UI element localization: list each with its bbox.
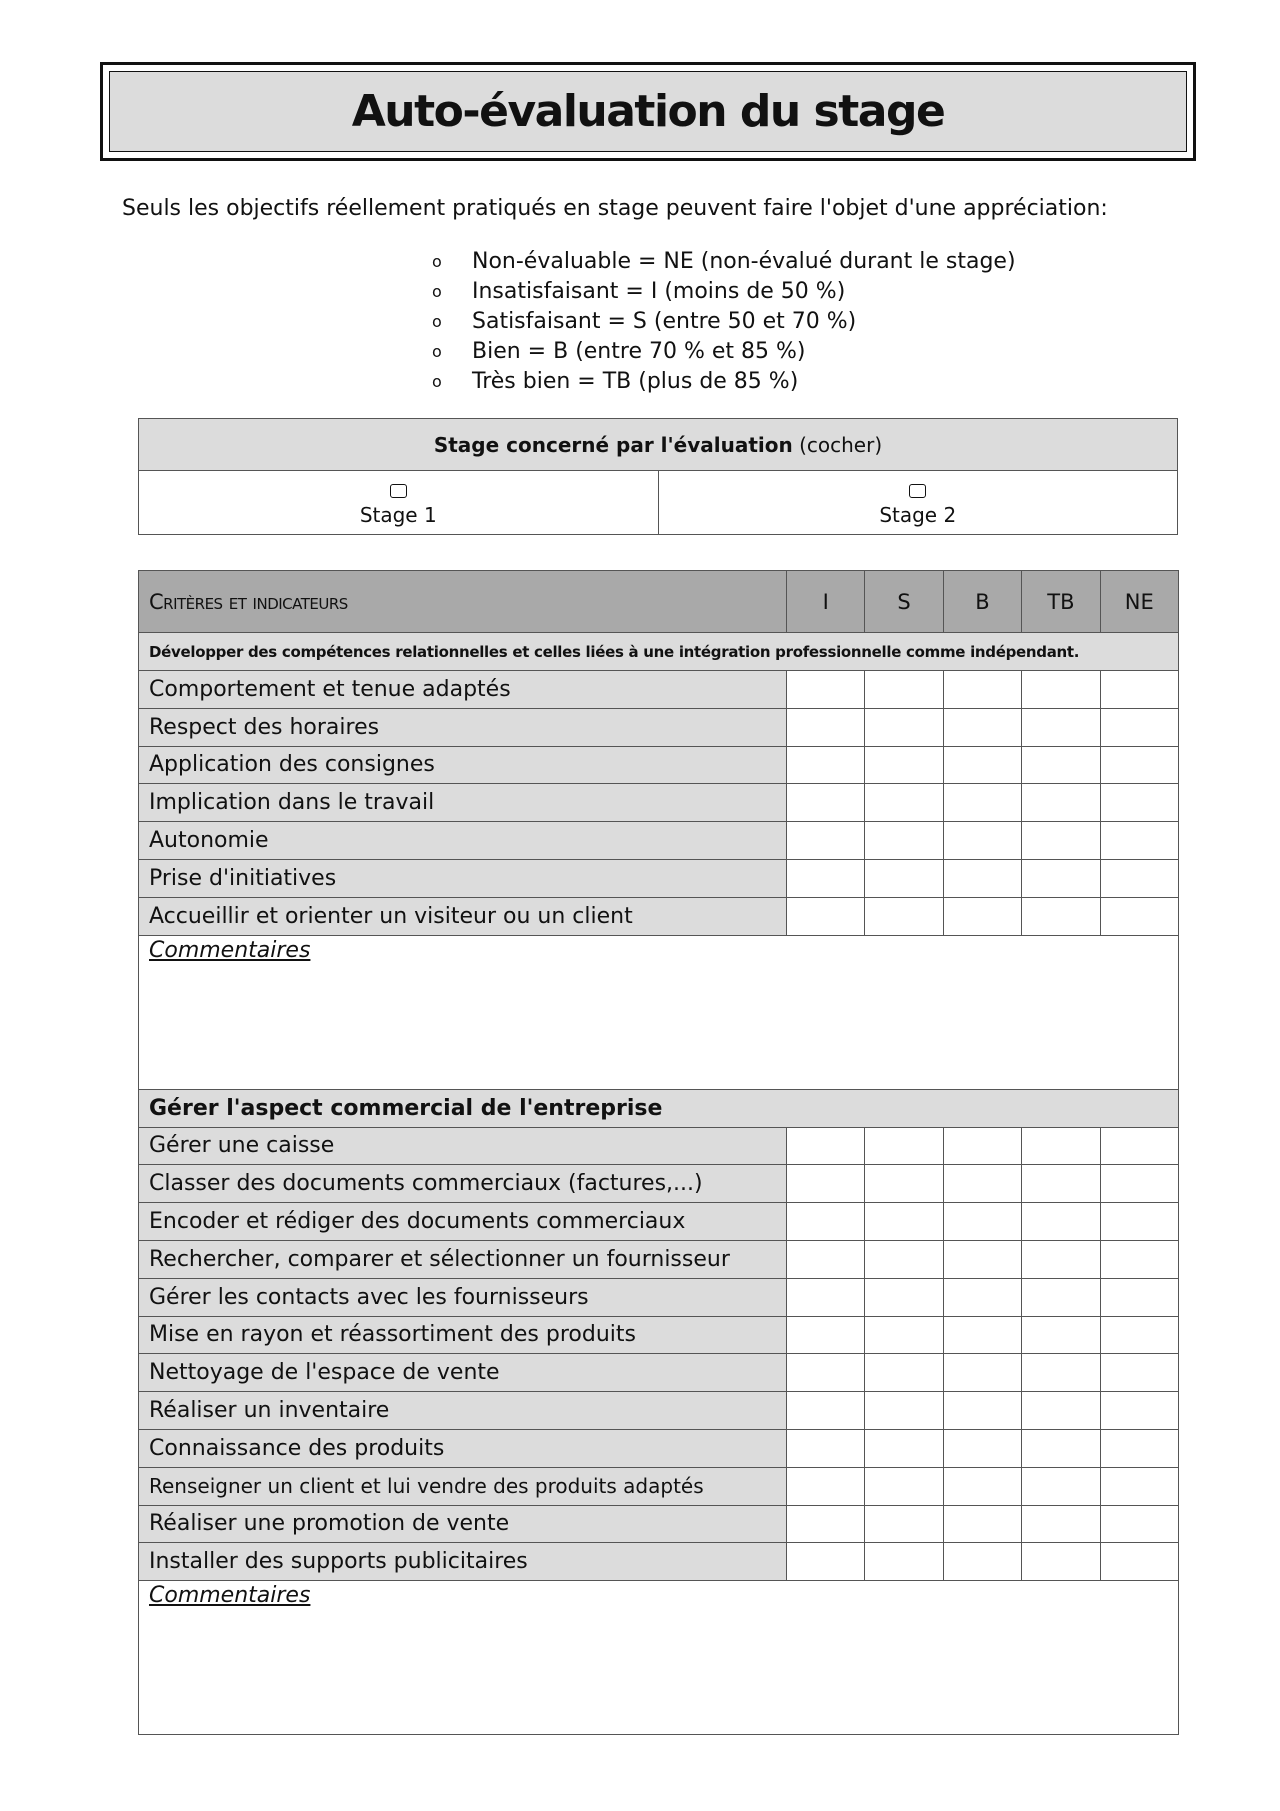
title-box (109, 71, 1187, 152)
rating-header-i: I (787, 571, 865, 633)
rating-cell-b[interactable] (943, 671, 1021, 709)
criteria-row (139, 1354, 1179, 1392)
rating-cell-i[interactable] (787, 1467, 865, 1505)
rating-cell-tb[interactable] (1022, 1354, 1100, 1392)
stage-2-option[interactable] (658, 471, 1178, 535)
rating-cell-i[interactable] (787, 897, 865, 935)
rating-cell-tb[interactable] (1022, 784, 1100, 822)
rating-cell-s[interactable] (865, 822, 943, 860)
rating-cell-i[interactable] (787, 671, 865, 709)
rating-cell-i[interactable] (787, 1240, 865, 1278)
legend-item (432, 336, 1016, 366)
rating-cell-b[interactable] (943, 1429, 1021, 1467)
rating-cell-s[interactable] (865, 1203, 943, 1241)
stage-header-label: Stage concerné par l'évaluation (433, 432, 793, 457)
rating-cell-s[interactable] (865, 1354, 943, 1392)
rating-cell-b[interactable] (943, 1354, 1021, 1392)
rating-cell-i[interactable] (787, 708, 865, 746)
criteria-row (139, 1165, 1179, 1203)
rating-cell-ne[interactable] (1100, 1354, 1178, 1392)
rating-cell-tb[interactable] (1022, 1278, 1100, 1316)
rating-cell-i[interactable] (787, 859, 865, 897)
title-frame (100, 62, 1196, 161)
rating-cell-i[interactable] (787, 1392, 865, 1430)
criteria-row (139, 1429, 1179, 1467)
rating-cell-s[interactable] (865, 859, 943, 897)
rating-cell-ne[interactable] (1100, 897, 1178, 935)
rating-cell-i[interactable] (787, 1127, 865, 1165)
rating-cell-i[interactable] (787, 746, 865, 784)
rating-cell-i[interactable] (787, 1203, 865, 1241)
rating-cell-ne[interactable] (1100, 671, 1178, 709)
rating-cell-i[interactable] (787, 1316, 865, 1354)
section-title: Développer des compétences relationnelles et celles liées à une intégration professionnelle comme indépendant. (139, 633, 1179, 671)
comment-area[interactable] (139, 935, 1179, 1089)
criteria-row (139, 708, 1179, 746)
comment-row (139, 1581, 1179, 1735)
rating-cell-i[interactable] (787, 1354, 865, 1392)
criteria-label: Nettoyage de l'espace de vente (139, 1354, 787, 1392)
rating-cell-b[interactable] (943, 822, 1021, 860)
rating-cell-tb[interactable] (1022, 822, 1100, 860)
stage-1-option[interactable] (139, 471, 659, 535)
rating-header-tb: TB (1022, 571, 1100, 633)
criteria-row (139, 784, 1179, 822)
rating-cell-b[interactable] (943, 1278, 1021, 1316)
rating-cell-b[interactable] (943, 708, 1021, 746)
criteria-row (139, 1278, 1179, 1316)
criteria-label: Gérer une caisse (139, 1127, 787, 1165)
criteria-row (139, 1392, 1179, 1430)
criteria-label: Application des consignes (139, 746, 787, 784)
rating-header-b: B (943, 571, 1021, 633)
rating-cell-b[interactable] (943, 1467, 1021, 1505)
section-title-row (139, 633, 1179, 671)
stage-2-label: Stage 2 (879, 502, 957, 527)
rating-cell-s[interactable] (865, 897, 943, 935)
rating-cell-ne[interactable] (1100, 822, 1178, 860)
rating-cell-tb[interactable] (1022, 1203, 1100, 1241)
rating-cell-ne[interactable] (1100, 1543, 1178, 1581)
rating-cell-ne[interactable] (1100, 1316, 1178, 1354)
rating-cell-s[interactable] (865, 1165, 943, 1203)
rating-cell-ne[interactable] (1100, 1467, 1178, 1505)
rating-cell-b[interactable] (943, 1316, 1021, 1354)
rating-cell-tb[interactable] (1022, 1127, 1100, 1165)
rating-header-s: S (865, 571, 943, 633)
legend-text: Très bien = TB (plus de 85 %) (472, 368, 799, 394)
comment-area[interactable] (139, 1581, 1179, 1735)
criteria-header: Critères et indicateurs (139, 571, 787, 633)
stage-2-checkbox[interactable] (909, 484, 926, 498)
rating-header-ne: NE (1100, 571, 1178, 633)
rating-cell-s[interactable] (865, 1505, 943, 1543)
rating-cell-tb[interactable] (1022, 1316, 1100, 1354)
rating-cell-b[interactable] (943, 1127, 1021, 1165)
rating-cell-tb[interactable] (1022, 1165, 1100, 1203)
rating-cell-s[interactable] (865, 1543, 943, 1581)
criteria-label: Prise d'initiatives (139, 859, 787, 897)
rating-cell-tb[interactable] (1022, 1392, 1100, 1430)
criteria-label: Mise en rayon et réassortiment des produits (139, 1316, 787, 1354)
criteria-label: Accueillir et orienter un visiteur ou un client (139, 897, 787, 935)
rating-cell-tb[interactable] (1022, 671, 1100, 709)
rating-cell-ne[interactable] (1100, 1392, 1178, 1430)
rating-cell-ne[interactable] (1100, 1505, 1178, 1543)
rating-cell-ne[interactable] (1100, 1429, 1178, 1467)
rating-cell-i[interactable] (787, 784, 865, 822)
rating-cell-s[interactable] (865, 708, 943, 746)
criteria-label: Encoder et rédiger des documents commerciaux (139, 1203, 787, 1241)
legend-item (432, 366, 1016, 396)
criteria-row (139, 1505, 1179, 1543)
rating-cell-i[interactable] (787, 1165, 865, 1203)
evaluation-table (138, 570, 1179, 1735)
rating-cell-s[interactable] (865, 784, 943, 822)
rating-cell-b[interactable] (943, 1505, 1021, 1543)
rating-cell-b[interactable] (943, 859, 1021, 897)
rating-cell-ne[interactable] (1100, 1240, 1178, 1278)
bullet-icon: o (432, 341, 442, 361)
rating-cell-s[interactable] (865, 746, 943, 784)
bullet-icon: o (432, 281, 442, 301)
rating-cell-tb[interactable] (1022, 1429, 1100, 1467)
criteria-row (139, 859, 1179, 897)
rating-cell-tb[interactable] (1022, 1543, 1100, 1581)
rating-cell-tb[interactable] (1022, 708, 1100, 746)
stage-table-header (139, 419, 1178, 471)
rating-cell-i[interactable] (787, 1543, 865, 1581)
criteria-label: Comportement et tenue adaptés (139, 671, 787, 709)
rating-cell-ne[interactable] (1100, 1278, 1178, 1316)
criteria-row (139, 671, 1179, 709)
rating-cell-b[interactable] (943, 1165, 1021, 1203)
rating-cell-b[interactable] (943, 897, 1021, 935)
rating-cell-s[interactable] (865, 1392, 943, 1430)
rating-cell-b[interactable] (943, 746, 1021, 784)
rating-cell-ne[interactable] (1100, 784, 1178, 822)
rating-cell-i[interactable] (787, 1429, 865, 1467)
rating-cell-tb[interactable] (1022, 1505, 1100, 1543)
rating-cell-i[interactable] (787, 822, 865, 860)
criteria-label: Connaissance des produits (139, 1429, 787, 1467)
evaluation-header-row (139, 571, 1179, 633)
rating-cell-ne[interactable] (1100, 1127, 1178, 1165)
rating-cell-tb[interactable] (1022, 1240, 1100, 1278)
bullet-icon: o (432, 251, 442, 271)
rating-cell-s[interactable] (865, 1467, 943, 1505)
criteria-label: Classer des documents commerciaux (factures,...) (139, 1165, 787, 1203)
stage-1-label: Stage 1 (359, 502, 437, 527)
criteria-label: Réaliser un inventaire (139, 1392, 787, 1430)
rating-cell-s[interactable] (865, 1278, 943, 1316)
legend-text: Insatisfaisant = I (moins de 50 %) (472, 278, 846, 304)
rating-cell-ne[interactable] (1100, 746, 1178, 784)
rating-cell-s[interactable] (865, 1429, 943, 1467)
section-title-row (139, 1089, 1179, 1127)
intro-text: Seuls les objectifs réellement pratiqués en stage peuvent faire l'objet d'une appréciation: (122, 196, 1108, 221)
rating-cell-ne[interactable] (1100, 1203, 1178, 1241)
rating-cell-tb[interactable] (1022, 859, 1100, 897)
stage-header-note: (cocher) (799, 432, 883, 457)
criteria-label: Rechercher, comparer et sélectionner un fournisseur (139, 1240, 787, 1278)
criteria-row (139, 1316, 1179, 1354)
criteria-row (139, 1467, 1179, 1505)
criteria-row (139, 746, 1179, 784)
comment-label: Commentaires (149, 937, 311, 963)
rating-cell-b[interactable] (943, 1392, 1021, 1430)
section-title: Gérer l'aspect commercial de l'entreprise (139, 1089, 1179, 1127)
bullet-icon: o (432, 371, 442, 391)
legend-item (432, 306, 1016, 336)
rating-cell-s[interactable] (865, 1240, 943, 1278)
criteria-row (139, 1240, 1179, 1278)
criteria-label: Réaliser une promotion de vente (139, 1505, 787, 1543)
criteria-row (139, 1543, 1179, 1581)
comment-row (139, 935, 1179, 1089)
legend-item (432, 246, 1016, 276)
rating-cell-ne[interactable] (1100, 859, 1178, 897)
rating-cell-ne[interactable] (1100, 1165, 1178, 1203)
rating-cell-tb[interactable] (1022, 897, 1100, 935)
criteria-label: Installer des supports publicitaires (139, 1543, 787, 1581)
stage-1-checkbox[interactable] (390, 484, 407, 498)
criteria-row (139, 1127, 1179, 1165)
rating-cell-s[interactable] (865, 1316, 943, 1354)
criteria-label: Autonomie (139, 822, 787, 860)
rating-legend (432, 246, 1016, 396)
rating-cell-ne[interactable] (1100, 708, 1178, 746)
criteria-label: Respect des horaires (139, 708, 787, 746)
rating-cell-b[interactable] (943, 1240, 1021, 1278)
comment-label: Commentaires (149, 1583, 311, 1609)
criteria-label: Implication dans le travail (139, 784, 787, 822)
bullet-icon: o (432, 311, 442, 331)
rating-cell-b[interactable] (943, 784, 1021, 822)
rating-cell-tb[interactable] (1022, 746, 1100, 784)
criteria-row (139, 1203, 1179, 1241)
rating-cell-b[interactable] (943, 1203, 1021, 1241)
rating-cell-tb[interactable] (1022, 1467, 1100, 1505)
criteria-label: Renseigner un client et lui vendre des produits adaptés (139, 1467, 787, 1505)
rating-cell-s[interactable] (865, 671, 943, 709)
stage-selection-table (138, 418, 1178, 535)
legend-text: Bien = B (entre 70 % et 85 %) (472, 338, 806, 364)
page-title: Auto-évaluation du stage (351, 86, 945, 137)
legend-text: Non-évaluable = NE (non-évalué durant le stage) (472, 248, 1016, 274)
criteria-row (139, 897, 1179, 935)
rating-cell-i[interactable] (787, 1278, 865, 1316)
criteria-row (139, 822, 1179, 860)
legend-text: Satisfaisant = S (entre 50 et 70 %) (472, 308, 857, 334)
rating-cell-b[interactable] (943, 1543, 1021, 1581)
rating-cell-s[interactable] (865, 1127, 943, 1165)
rating-cell-i[interactable] (787, 1505, 865, 1543)
criteria-label: Gérer les contacts avec les fournisseurs (139, 1278, 787, 1316)
evaluation-body (139, 633, 1179, 1735)
legend-item (432, 276, 1016, 306)
